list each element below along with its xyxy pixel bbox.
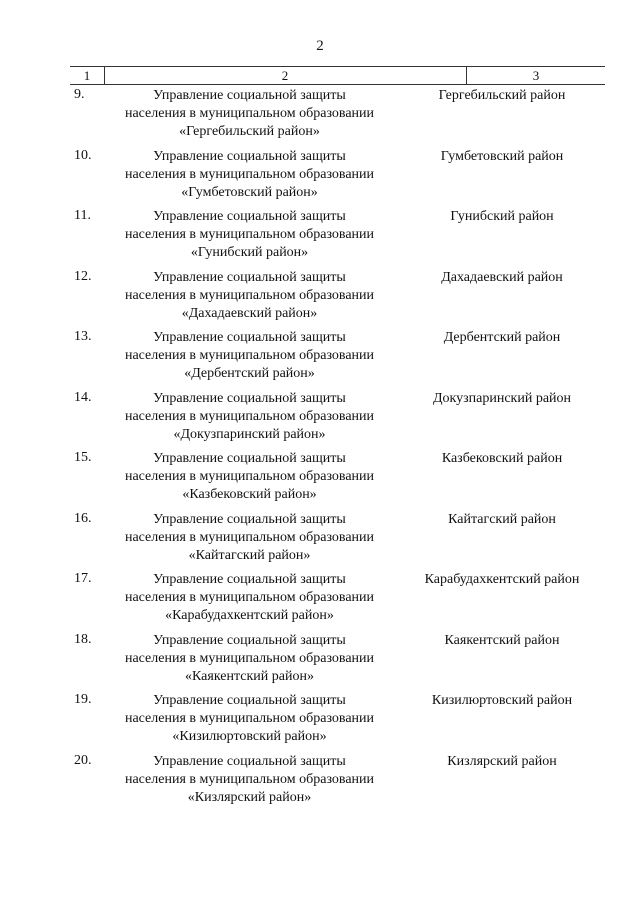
agency-name-line-2: населения в муниципальном образовании xyxy=(124,227,375,242)
district-name: Гумбетовский район xyxy=(440,148,564,164)
district-name: Кизлярский район xyxy=(447,753,557,769)
table-row xyxy=(0,509,640,570)
header-col-1: 1 xyxy=(70,67,105,84)
agency-name-line-1: Управление социальной защиты xyxy=(153,330,346,345)
agency-name xyxy=(102,148,397,202)
agency-name-line-1: Управление социальной защиты xyxy=(153,209,346,224)
agency-name-line-1: Управление социальной защиты xyxy=(153,632,346,648)
agency-name-line-2: населения в муниципальном образовании xyxy=(124,650,375,666)
agency-name-line-3: «Докузпаринский район» xyxy=(173,426,326,442)
table-row xyxy=(0,388,640,449)
table-row xyxy=(0,146,640,207)
agency-name-line-3: «Карабудахкентский район» xyxy=(165,608,334,623)
agency-name-line-3: «Гунибский район» xyxy=(190,245,309,260)
header-col-3: 3 xyxy=(532,68,540,83)
agency-name xyxy=(102,390,397,444)
agency-name-line-2: населения в муниципальном образовании xyxy=(124,771,375,787)
agency-name-line-3: «Гумбетовский район» xyxy=(181,184,318,200)
agency-name-line-1: Управление социальной защиты xyxy=(153,390,346,406)
agency-name-line-1: Управление социальной защиты xyxy=(153,88,346,103)
agency-name-line-3: «Гергебильский район» xyxy=(179,124,320,139)
district-name: Докузпаринский район xyxy=(432,390,572,406)
agency-name xyxy=(102,571,397,625)
agency-name-line-2: населения в муниципальном образовании xyxy=(124,106,375,121)
table-row xyxy=(0,448,640,509)
page-number: 2 xyxy=(316,38,324,54)
agency-name-line-2: населения в муниципальном образовании xyxy=(124,408,375,424)
agency-name-line-1: Управление социальной защиты xyxy=(153,511,346,527)
agency-name xyxy=(102,450,397,504)
table-row xyxy=(0,690,640,751)
agency-name-line-2: населения в муниципальном образовании xyxy=(124,469,375,484)
row-number: 16. xyxy=(74,510,92,526)
district-name: Дербентский район xyxy=(443,330,561,345)
district-name: Кайтагский район xyxy=(448,511,556,527)
row-number: 10. xyxy=(74,147,92,163)
table-row xyxy=(0,751,640,812)
agency-name-line-1: Управление социальной защиты xyxy=(153,148,346,164)
header-col-2: 2 xyxy=(104,67,467,84)
agency-name xyxy=(102,753,397,807)
district-name: Гунибский район xyxy=(450,209,554,224)
agency-name-line-2: населения в муниципальном образовании xyxy=(124,348,375,363)
row-number: 12. xyxy=(74,268,92,284)
agency-name-line-1: Управление социальной защиты xyxy=(153,451,346,466)
row-number: 20. xyxy=(74,752,92,768)
agency-name-line-3: «Дахадаевский район» xyxy=(181,305,318,321)
agency-name-line-2: населения в муниципальном образовании xyxy=(124,590,375,605)
agency-name-line-3: «Казбековский район» xyxy=(182,487,317,502)
row-number: 14. xyxy=(74,389,92,405)
agency-name-line-3: «Каякентский район» xyxy=(185,668,314,684)
row-number: 13. xyxy=(74,329,92,344)
row-number: 19. xyxy=(74,692,92,707)
row-number: 15. xyxy=(74,450,92,465)
agency-name xyxy=(102,269,397,323)
agency-name-line-1: Управление социальной защиты xyxy=(153,572,346,587)
agency-name-line-1: Управление социальной защиты xyxy=(153,753,346,769)
table-row xyxy=(0,569,640,630)
district-name: Гергебильский район xyxy=(438,88,566,103)
agency-name-line-3: «Кизилюртовский район» xyxy=(172,729,327,744)
district-name: Дахадаевский район xyxy=(441,269,563,285)
agency-name-line-2: населения в муниципальном образовании xyxy=(124,287,375,303)
district-name: Кизилюртовский район xyxy=(431,693,573,708)
agency-name-line-3: «Кайтагский район» xyxy=(188,547,311,563)
agency-name xyxy=(102,87,397,141)
table-row xyxy=(0,630,640,691)
row-number: 17. xyxy=(74,571,92,586)
district-name: Казбековский район xyxy=(441,451,563,466)
agency-name-line-2: населения в муниципальном образовании xyxy=(124,166,375,182)
agency-name-line-1: Управление социальной защиты xyxy=(153,269,346,285)
agency-name-line-2: населения в муниципальном образовании xyxy=(124,529,375,545)
agency-name xyxy=(102,692,397,746)
table-row xyxy=(0,267,640,328)
agency-name xyxy=(102,511,397,565)
row-number: 9. xyxy=(74,87,85,102)
agency-name-line-3: «Кизлярский район» xyxy=(187,789,312,805)
agency-name xyxy=(102,632,397,686)
agency-name-line-2: населения в муниципальном образовании xyxy=(124,711,375,726)
row-number: 18. xyxy=(74,631,92,647)
district-name: Карабудахкентский район xyxy=(424,572,580,587)
agency-name xyxy=(102,208,397,262)
agency-name-line-3: «Дербентский район» xyxy=(184,366,315,381)
table-row xyxy=(0,327,640,388)
row-number: 11. xyxy=(74,208,91,223)
table-row xyxy=(0,206,640,267)
agency-name xyxy=(102,329,397,383)
table-body xyxy=(0,85,640,811)
agency-name-line-1: Управление социальной защиты xyxy=(153,693,346,708)
district-name: Каякентский район xyxy=(444,632,560,648)
table-row xyxy=(0,85,640,146)
table-header xyxy=(70,66,605,85)
